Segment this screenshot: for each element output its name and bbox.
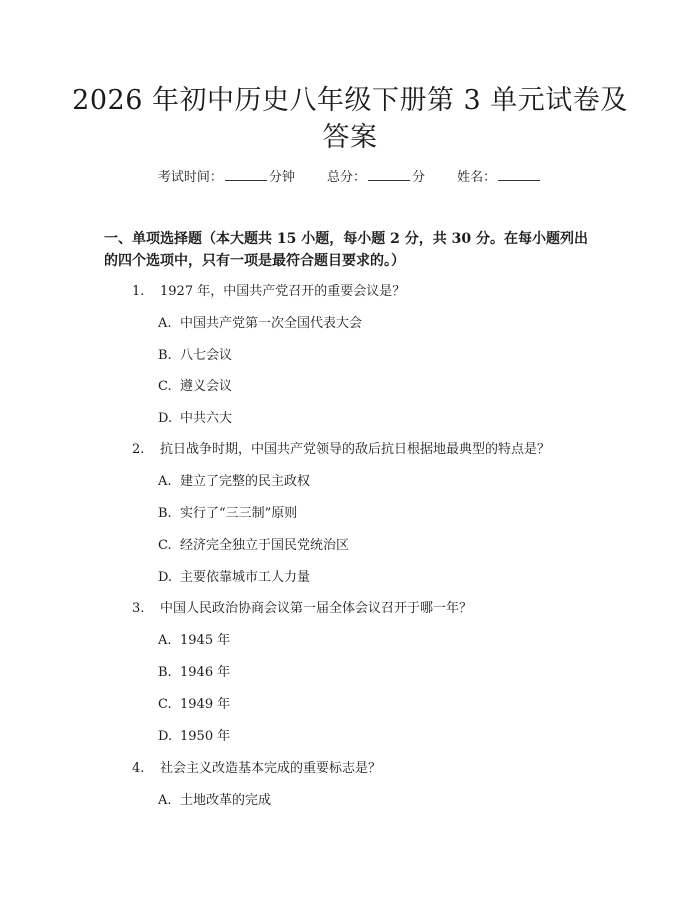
exam-meta	[0, 168, 700, 188]
question-1-option-b	[158, 346, 232, 366]
question-3	[132, 599, 472, 619]
option-text: 土地改革的完成	[180, 793, 272, 808]
option-letter: D.	[158, 729, 173, 744]
option-letter: A.	[158, 793, 172, 808]
option-letter: B.	[158, 665, 172, 680]
question-1	[132, 282, 405, 302]
question-text: 中国人民政治协商会议第一届全体会议召开于哪一年？	[160, 601, 473, 616]
question-2-option-b	[158, 504, 297, 524]
option-text: 1946 年	[180, 665, 231, 680]
question-4-option-a	[158, 791, 271, 811]
option-text: 1945 年	[180, 633, 231, 648]
total-score-unit: 分	[412, 170, 426, 185]
total-score-blank	[368, 168, 410, 181]
question-3-option-a	[158, 631, 230, 651]
question-1-option-c	[158, 377, 232, 397]
option-text: 八七会议	[180, 348, 233, 363]
option-letter: C.	[158, 538, 172, 553]
option-letter: B.	[158, 506, 172, 521]
question-2-option-a	[158, 472, 310, 492]
option-text: 中国共产党第一次全国代表大会	[180, 316, 363, 331]
total-score-field	[327, 168, 425, 188]
option-letter: A.	[158, 316, 172, 331]
option-letter: D.	[158, 411, 173, 426]
question-1-option-d	[158, 409, 232, 429]
option-letter: B.	[158, 348, 172, 363]
question-number: 4.	[132, 761, 145, 776]
student-name-field	[457, 168, 542, 188]
question-text: 社会主义改造基本完成的重要标志是？	[160, 761, 382, 776]
option-letter: C.	[158, 697, 172, 712]
option-letter: A.	[158, 633, 172, 648]
question-number: 1.	[132, 284, 145, 299]
question-number: 2.	[132, 442, 145, 457]
option-text: 实行了“三三制”原则	[180, 506, 298, 521]
question-text: 抗日战争时期，中国共产党领导的敌后抗日根据地最典型的特点是？	[160, 442, 551, 457]
exam-time-field	[158, 168, 295, 188]
question-1-option-a	[158, 314, 362, 334]
option-text: 1949 年	[180, 697, 231, 712]
question-3-option-b	[158, 663, 230, 683]
student-name-label: 姓名：	[457, 170, 497, 185]
option-letter: D.	[158, 570, 173, 585]
option-text: 1950 年	[180, 729, 231, 744]
student-name-blank	[498, 168, 540, 181]
section-heading: 一、单项选择题（本大题共 15 小题，每小题 2 分，共 30 分。在每小题列出的四个选项中，只有一项是最符合题目要求的。）	[104, 231, 588, 269]
option-text: 遵义会议	[180, 379, 233, 394]
page-title: 2026 年初中历史八年级下册第 3 单元试卷及答案	[72, 85, 628, 153]
question-2	[132, 440, 550, 460]
exam-time-label: 考试时间：	[157, 170, 223, 185]
question-2-option-c	[158, 536, 349, 556]
question-number: 3.	[132, 601, 145, 616]
question-4	[132, 759, 381, 779]
question-3-option-d	[158, 727, 230, 747]
option-letter: C.	[158, 379, 172, 394]
option-text: 中共六大	[180, 411, 233, 426]
option-text: 主要依靠城市工人力量	[180, 570, 311, 585]
option-letter: A.	[158, 474, 172, 489]
exam-time-blank	[225, 168, 267, 181]
question-2-option-d	[158, 568, 310, 588]
question-3-option-c	[158, 695, 230, 715]
option-text: 经济完全独立于国民党统治区	[180, 538, 350, 553]
option-text: 建立了完整的民主政权	[180, 474, 311, 489]
total-score-label: 总分：	[326, 170, 366, 185]
exam-time-unit: 分钟	[268, 170, 295, 185]
question-text: 1927 年，中国共产党召开的重要会议是？	[160, 284, 406, 299]
